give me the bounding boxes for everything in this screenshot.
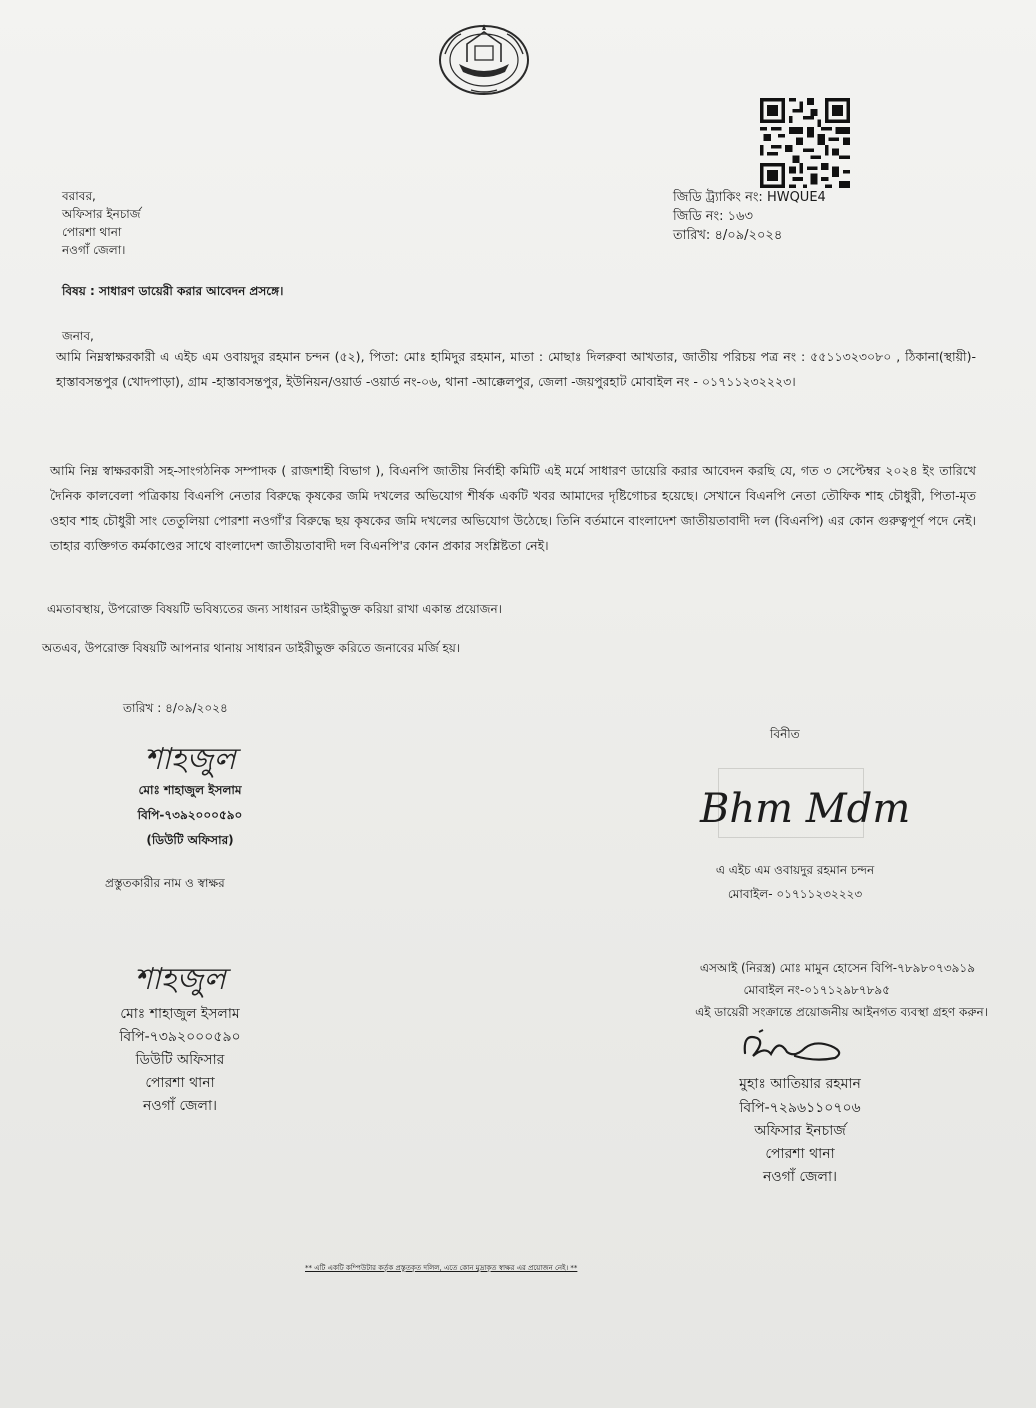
officer-in-charge-district: নওগাঁ জেলা। <box>762 1169 838 1185</box>
footer-note: ** এটি একটি কম্পিউটার কর্তৃক প্রস্তুতকৃত দলিল, এতে কোন মুদ্রাকৃত স্বাক্ষর এর প্রয়োজন নেই। ** <box>305 1264 578 1272</box>
body-line-request: অতএব, উপরোক্ত বিষয়টি আপনার থানায় সাধারন ডাইরীভুক্ত করিতে জনাবের মর্জি হয়। <box>42 641 461 655</box>
gd-date: তারিখ: ৪/০৯/২০২৪ <box>673 228 783 243</box>
signature-duty-officer: শাহজুল <box>144 742 236 777</box>
si-officer-mobile: মোবাইল নং-০১৭১২৯৮৭৮৯৫ <box>743 983 890 997</box>
subject-line: বিষয় : সাধারণ ডায়েরী করার আবেদন প্রসঙ্গে। <box>62 284 284 298</box>
gd-number: জিডি নং: ১৬৩ <box>673 209 753 224</box>
officer-in-charge-bp: বিপি-৭২৯৬১১০৭০৬ <box>739 1100 861 1116</box>
bottom-left-role: ডিউটি অফিসার <box>135 1052 225 1068</box>
to-line-3: পোরশা থানা <box>62 225 122 239</box>
applicant-mobile: মোবাইল- ০১৭১১২৩২২২৩ <box>727 887 863 901</box>
bottom-left-bp: বিপি-৭৩৯২০০০৫৯০ <box>119 1029 241 1045</box>
duty-officer-role: (ডিউটি অফিসার) <box>146 833 234 847</box>
signature-duty-officer-bottom: শাহজুল <box>134 962 226 997</box>
qr-code-icon <box>760 98 850 188</box>
police-seal-emblem <box>437 18 531 96</box>
preparer-label: প্রস্তুতকারীর নাম ও স্বাক্ষর <box>105 876 225 890</box>
left-date: তারিখ : ৪/০৯/২০২৪ <box>123 701 228 715</box>
applicant-name: এ এইচ এম ওবায়দুর রহমান চন্দন <box>715 863 875 877</box>
main-paragraph: আমি নিম্ন স্বাক্ষরকারী সহ-সাংগঠনিক সম্পাদক ( রাজশাহী বিভাগ ), বিএনপি জাতীয় নির্বাহী কমিটি এই মর্মে সাধারণ ডায়েরি করার আবেদন করছি যে, গত ৩ সেপ্টেম্বর ২০২৪ ইং তারিখে দৈনিক কালবেলা পত্রিকায় বিএনপি নেতার বিরুদ্ধে কৃষকের জমি দখলের অভিযোগ শীর্ষক একটি খবর আমাদের দৃষ্টিগোচর হয়েছে। সেখানে বিএনপি নেতা তৌফিক শাহ চৌধুরী, পিতা-মৃত ওহাব শাহ চৌধুরী সাং তেতুলিয়া পোরশা নওগাঁ'র বিরুদ্ধে ছয় কৃষকের জমি দখলের অভিযোগ উঠেছে। তিনি বর্তমানে বাংলাদেশ জাতীয়তাবাদী দল (বিএনপি) এর কোন গুরুত্বপূর্ণ পদে নেই। তাহার ব্যক্তিগত কর্মকাণ্ডের সাথে বাংলাদেশ জাতীয়তাবাদী দল বিএনপি'র কোন প্রকার সংশ্লিষ্টতা নেই। <box>50 463 976 553</box>
gd-tracking-number: জিডি ট্র্যাকিং নং: HWQUE4 <box>673 190 826 205</box>
signature-applicant: Bhm Mdm <box>700 786 911 832</box>
salutation: জনাব, <box>62 329 94 343</box>
body-line-precaution: এমতাবস্থায়, উপরোক্ত বিষয়টি ভবিষ্যতের জন্য সাধারন ডাইরীভুক্ত করিয়া রাখা একান্ত প্রয়োজন। <box>47 602 502 616</box>
closing-text: বিনীত <box>770 727 800 741</box>
officer-in-charge-station: পোরশা থানা <box>765 1146 835 1162</box>
bottom-left-name: মোঃ শাহাজুল ইসলাম <box>120 1006 240 1022</box>
bottom-left-district: নওগাঁ জেলা। <box>142 1098 218 1114</box>
endorsement-instruction: এই ডায়েরী সংক্রান্তে প্রয়োজনীয় আইনগত ব্যবস্থা গ্রহণ করুন। <box>695 1005 988 1019</box>
officer-in-charge-name: মুহাঃ আতিয়ার রহমান <box>739 1076 861 1092</box>
to-line-4: নওগাঁ জেলা। <box>62 243 126 257</box>
duty-officer-bp: বিপি-৭৩৯২০০০৫৯০ <box>137 808 243 822</box>
to-line-2: অফিসার ইনচার্জ <box>62 207 141 221</box>
duty-officer-name: মোঃ শাহাজুল ইসলাম <box>138 783 242 797</box>
to-line-1: বরাবর, <box>62 189 96 203</box>
officer-in-charge-role: অফিসার ইনচার্জ <box>754 1123 846 1139</box>
intro-paragraph: আমি নিম্নস্বাক্ষরকারী এ এইচ এম ওবায়দুর রহমান চন্দন (৫২), পিতা: মোঃ হামিদুর রহমান, মাতা : মোছাঃ দিলরুবা আখতার, জাতীয় পরিচয় পত্র নং : ৫৫১১৩২৩০৮০ , ঠিকানা(স্থায়ী)-হাস্তাবসন্তপুর (খোদপাড়া), গ্রাম -হাস্তাবসন্তপুর, ইউনিয়ন/ওয়ার্ড -ওয়ার্ড নং-০৬, থানা -আক্কেলপুর, জেলা -জয়পুরহাট মোবাইল নং - ০১৭১১২৩২২২৩। <box>56 349 976 389</box>
si-officer-line: এসআই (নিরস্ত্র) মোঃ মামুন হোসেন বিপি-৭৮৯৮০৭৩৯১৯ <box>699 961 975 975</box>
signature-officer-in-charge <box>735 1028 855 1068</box>
bottom-left-station: পোরশা থানা <box>145 1075 215 1091</box>
